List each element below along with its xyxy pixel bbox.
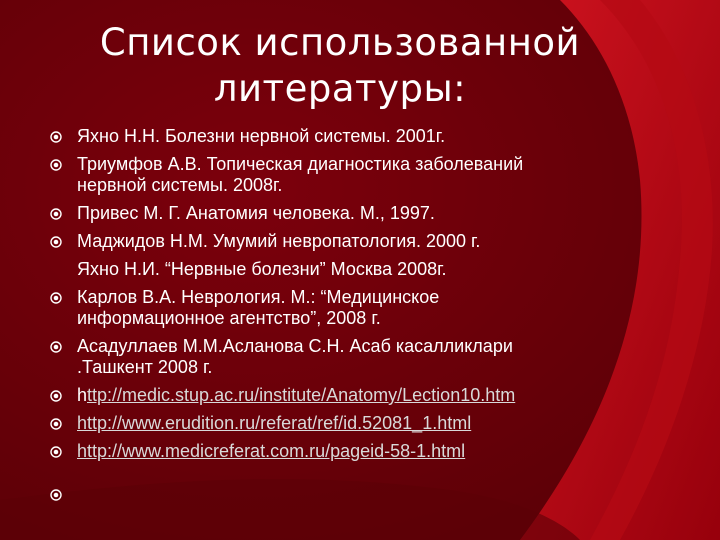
circle-dot-icon xyxy=(50,131,62,143)
link-first-char[interactable]: h xyxy=(77,385,88,405)
title-line-1: Список использованной xyxy=(99,21,581,64)
list-item xyxy=(42,231,602,252)
circle-dot-icon xyxy=(50,341,62,353)
circle-dot-icon xyxy=(50,159,62,171)
reference-text-continued: .Ташкент 2008 г. xyxy=(77,357,213,377)
list-item xyxy=(42,203,602,224)
reference-list xyxy=(42,126,602,512)
list-item xyxy=(42,413,602,434)
list-item xyxy=(42,287,602,329)
circle-dot-icon xyxy=(50,236,62,248)
reference-text-continued: нервной системы. 2008г. xyxy=(77,175,283,195)
reference-text: Асадуллаев М.М.Асланова С.Н. Асаб касалликлари xyxy=(77,336,513,356)
reference-link[interactable]: ttp://medic.stup.ac.ru/institute/Anatomy/Lection10.htm xyxy=(87,385,516,405)
reference-text: Яхно Н.И. “Нервные болезни” Москва 2008г. xyxy=(77,259,447,279)
list-item xyxy=(42,385,602,406)
circle-dot-icon xyxy=(50,208,62,220)
circle-dot-icon xyxy=(50,418,62,430)
list-item xyxy=(42,259,602,280)
list-item xyxy=(42,441,602,462)
reference-text: Карлов В.А. Неврология. М.: “Медицинское xyxy=(77,287,440,307)
circle-dot-icon xyxy=(50,446,62,458)
slide-title xyxy=(40,20,640,112)
list-item xyxy=(42,126,602,147)
circle-dot-icon xyxy=(50,292,62,304)
circle-dot-icon xyxy=(50,489,62,501)
reference-text: Триумфов А.В. Топическая диагностика заболеваний xyxy=(77,154,524,174)
reference-link[interactable]: http://www.erudition.ru/referat/ref/id.52081_1.html xyxy=(77,413,472,433)
reference-text: Маджидов Н.М. Умумий невропатология. 2000 г. xyxy=(77,231,481,251)
title-line-2: литературы: xyxy=(213,67,467,110)
list-item xyxy=(42,336,602,378)
circle-dot-icon xyxy=(50,390,62,402)
reference-link[interactable]: http://www.medicreferat.com.ru/pageid-58-1.html xyxy=(77,441,466,461)
list-item-empty xyxy=(42,484,602,505)
list-item xyxy=(42,154,602,196)
reference-text: Яхно Н.Н. Болезни нервной системы. 2001г. xyxy=(77,126,446,146)
reference-text: Привес М. Г. Анатомия человека. М., 1997. xyxy=(77,203,435,223)
reference-text-continued: информационное агентство”, 2008 г. xyxy=(77,308,381,328)
